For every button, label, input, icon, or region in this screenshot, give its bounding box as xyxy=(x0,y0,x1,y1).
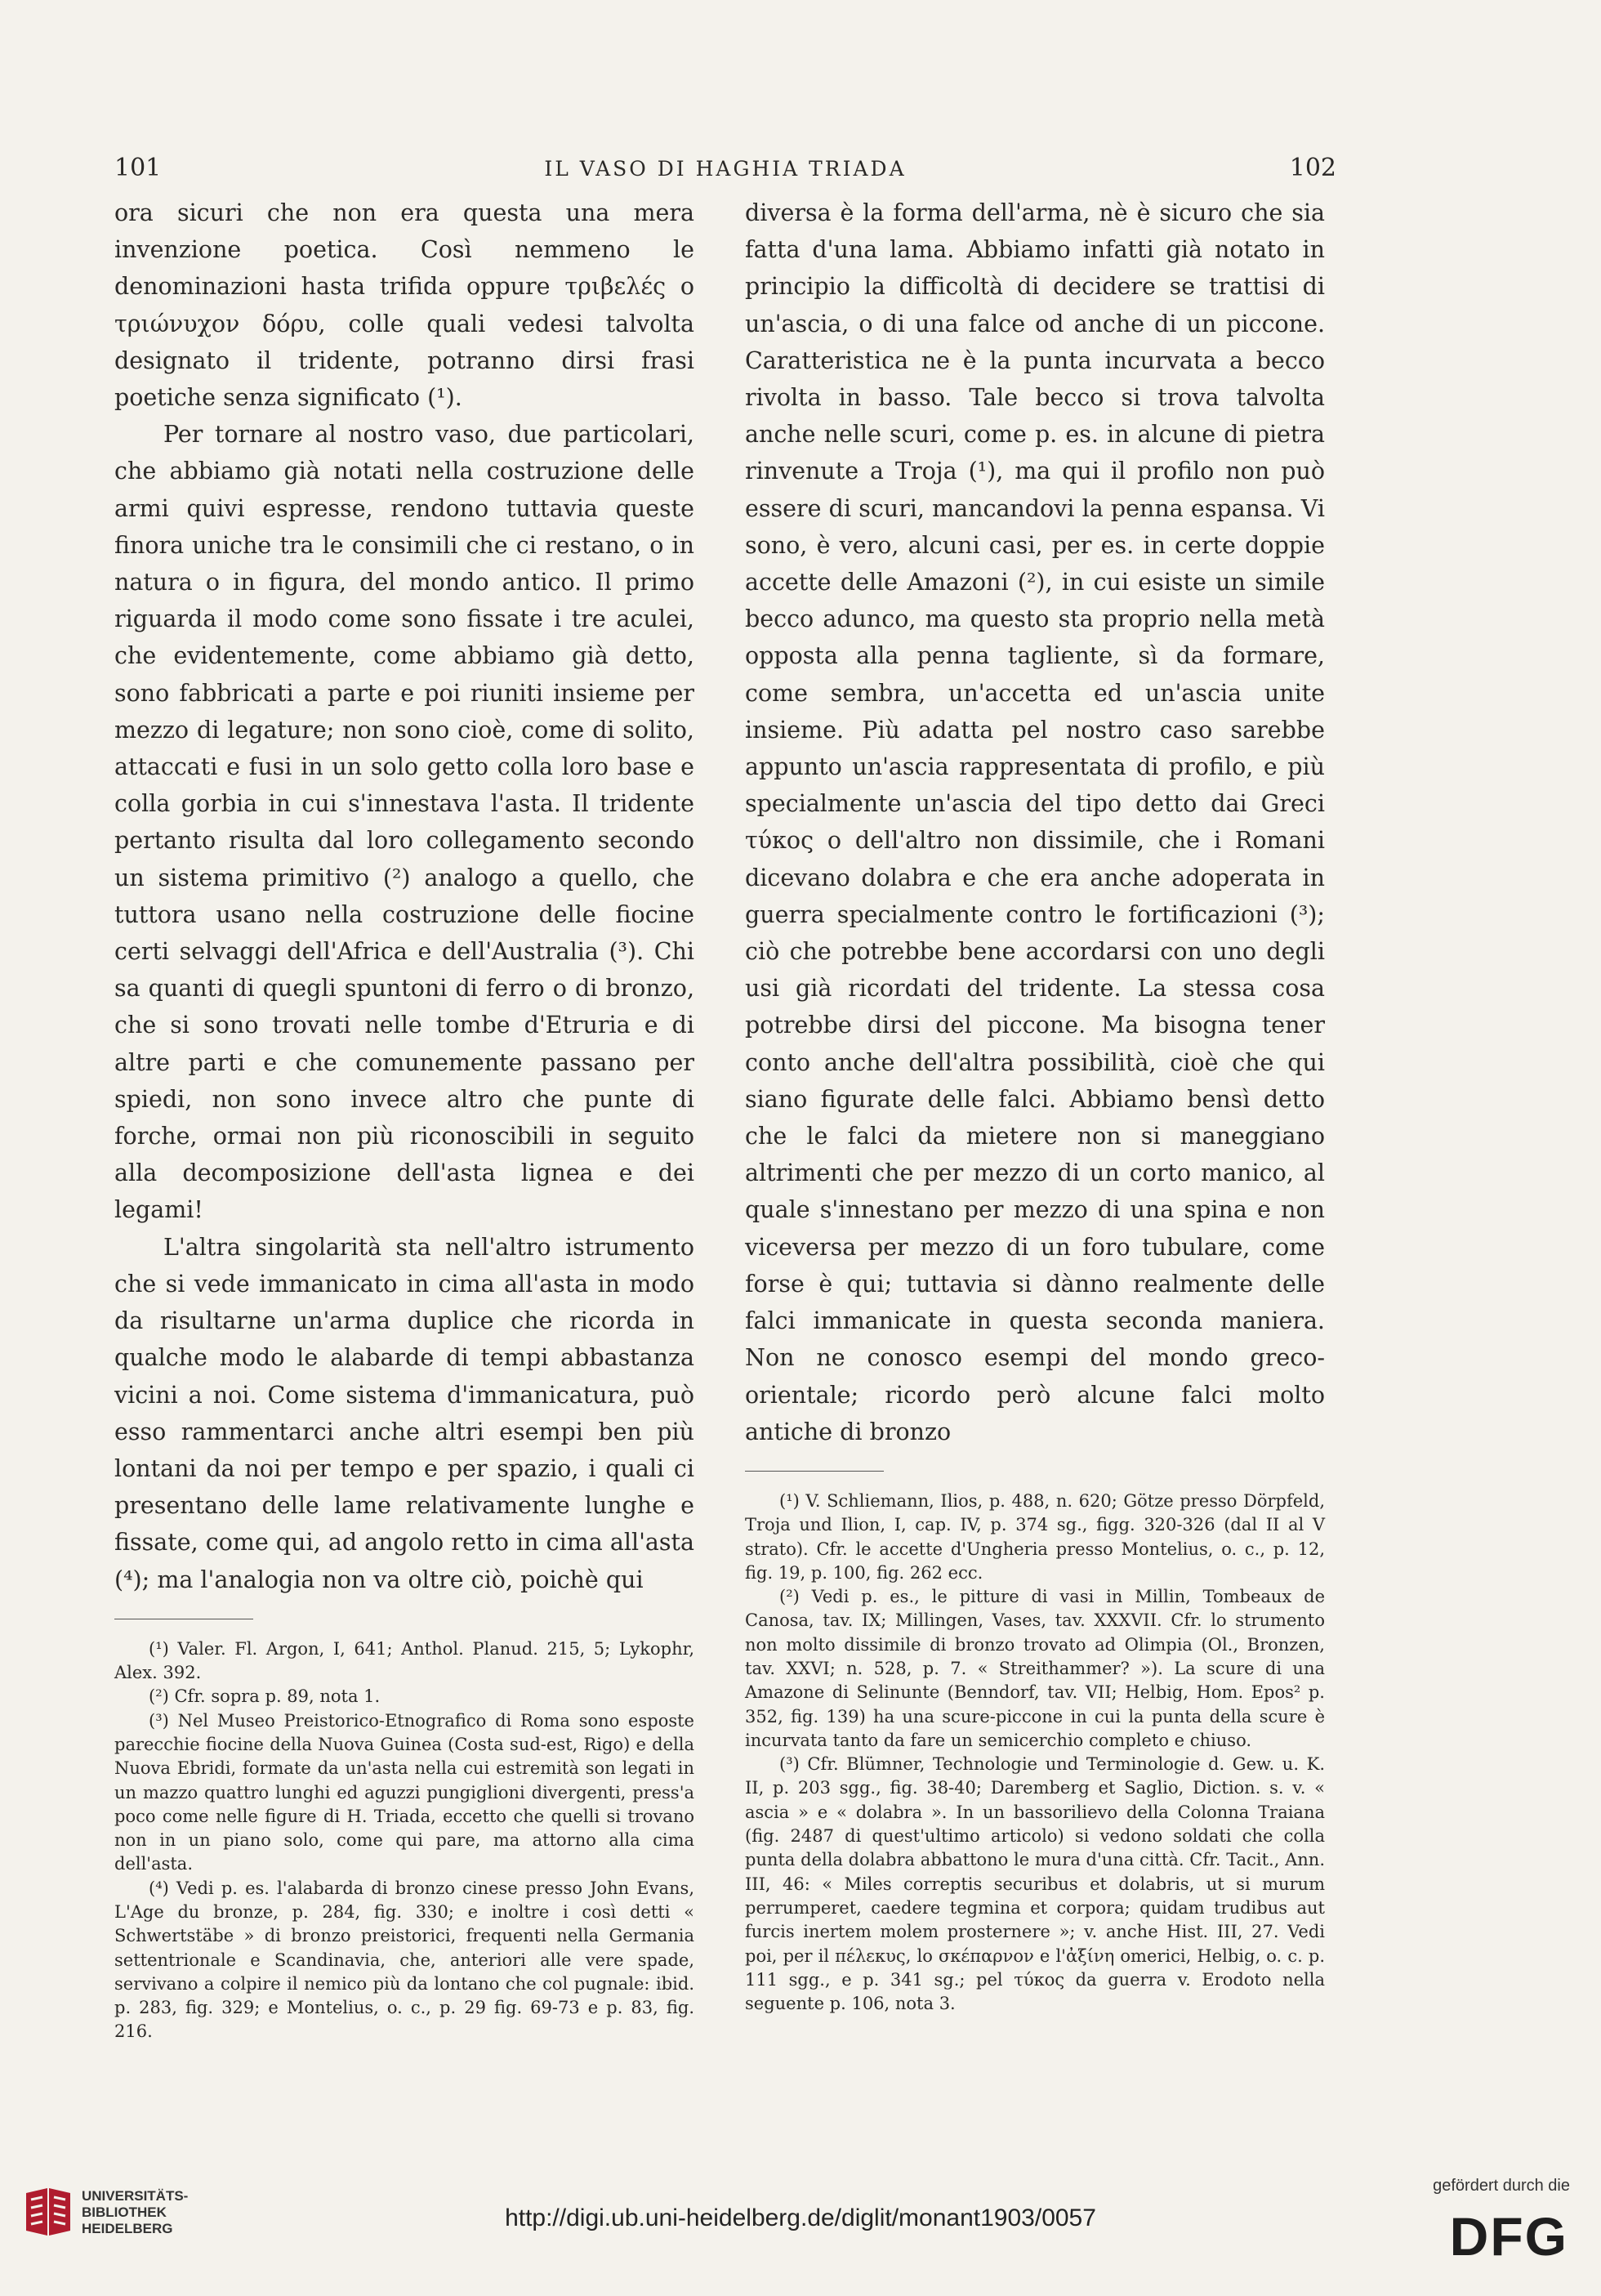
body-paragraph: L'altra singolarità sta nell'altro istrumento che si vede immanicato in cima all'asta in modo da risultarne un'arma duplice che ricorda in qualche modo le alabarde di tempi abbastanza vicini a noi. Come sistema d'immanicatura, può esso rammentarci anche altri esempi ben più lontani da noi per tempo e per spazio, i quali ci presentano delle lame relativamente lunghe e fissate, come qui, ad angolo retto in cima all'asta (⁴); ma l'analogia non va oltre ciò, poichè qui xyxy=(114,1233,694,1593)
dfg-wordmark: DFG xyxy=(1449,2206,1568,2262)
footer-bar xyxy=(0,2165,1601,2280)
footnote: (¹) V. Schliemann, Ilios, p. 488, n. 620; Götze presso Dörpfeld, Troja und Ilion, I, cap. IV, p. 374 sg., figg. 320-326 (dal II al V strato). Cfr. le accette d'Ungheria presso Montelius, o. c., p. 12, fig. 19, p. 100, fig. 262 ecc. xyxy=(745,1490,1325,1583)
body-paragraph: diversa è la forma dell'arma, nè è sicuro che sia fatta d'una lama. Abbiamo infatti già notato in principio la difficoltà di decidere se trattisi di un'ascia, o di una falce od anche di un piccone. Caratteristica ne è la punta incurvata a becco rivolta in basso. Tale becco si trova talvolta anche nelle scuri, come p. es. in alcune di pietra rinvenute a Troja (¹), ma qui il profilo non può essere di scuri, mancandovi la penna espansa. Vi sono, è vero, alcuni casi, per es. in certe doppie accette delle Amazoni (²), in cui esiste un simile becco adunco, ma questo sta proprio nella metà opposta alla penna tagliente, sì da formare, come sembra, un'accetta ed un'ascia unite insieme. Più adatta pel nostro caso sarebbe appunto un'ascia rappresentata di profilo, e più specialmente un'ascia del tipo detto dai Greci τύκος o dell'altro non dissimile, che i Romani dicevano dolabra e che era anche adoperata in guerra specialmente contro le fortificazioni (³); ciò che potrebbe bene accordarsi con uno degli usi già ricordati del tridente. La stessa cosa potrebbe dirsi del piccone. Ma bisogna tener conto anche dell'altra possibilità, cioè che qui siano figurate delle falci. Abbiamo bensì detto che le falci da mietere non si maneggiano altrimenti che per mezzo di un corto manico, al quale s'innestano per mezzo di una spina e non viceversa per mezzo di un foro tubulare, come forse è qui; tuttavia si dànno realmente delle falci immanicate in questa seconda maniera. Non ne conosco esempi del mondo greco-orientale; ricordo però alcune falci molto antiche di bronzo xyxy=(745,199,1325,1445)
left-page-number: 101 xyxy=(114,154,162,182)
running-head xyxy=(114,154,1336,186)
funding-caption: gefördert durch die xyxy=(1433,2177,1570,2195)
library-name-line: HEIDELBERG xyxy=(82,2221,173,2236)
footnote: (²) Cfr. sopra p. 89, nota 1. xyxy=(149,1686,381,1707)
right-column xyxy=(745,194,1325,2016)
library-name-line: UNIVERSITÄTS- xyxy=(82,2188,189,2204)
footnote: (³) Nel Museo Preistorico-Etnografico di Roma sono esposte parecchie fiocine della Nuova Guinea (Costa sud-est, Rigo) e della Nuova Ebridi, formate da un'asta nella cui estremità son legati in un mazzo quattro lunghi ed aguzzi pungiglioni divergenti, press'a poco come nelle figure di H. Triada, eccetto che quelli si trovano non in un piano solo, come qui pare, ma attorno alla cima dell'asta. xyxy=(114,1710,694,1874)
funding-block xyxy=(1390,2177,1570,2262)
permalink-url[interactable]: http://digi.ub.uni-heidelberg.de/diglit/monant1903/0057 xyxy=(505,2204,1096,2231)
library-name-line: BIBLIOTHEK xyxy=(82,2204,167,2220)
body-paragraph: Per tornare al nostro vaso, due particolari, che abbiamo già notati nella costruzione delle armi quivi espresse, rendono tuttavia queste finora uniche tra le consimili che ci restano, o in natura o in figura, del mondo antico. Il primo riguarda il modo come sono fissate i tre aculei, che evidentemente, come abbiamo già detto, sono fabbricati a parte e poi riuniti insieme per mezzo di legature; non sono cioè, come di solito, attaccati e fusi in un solo getto colla loro base e colla gorbia in cui s'innestava l'asta. Il tridente pertanto risulta dal loro collegamento secondo un sistema primitivo (²) analogo a quello, che tuttora usano nella costruzione delle fiocine certi selvaggi dell'Africa e dell'Australia (³). Chi sa quanti di quegli spuntoni di ferro o di bronzo, che si sono trovati nelle tombe d'Etruria e di altre parti e che comunemente passano per spiedi, non sono invece altro che punte di forche, ormai non più riconoscibili in seguito alla decomposizione dell'asta lignea e dei legami! xyxy=(114,421,694,1224)
footnote: (²) Vedi p. es., le pitture di vasi in Millin, Tombeaux de Canosa, tav. IX; Millingen, Vases, tav. XXXVII. Cfr. lo strumento non molto dissimile di bronzo trovato ad Olimpia (Ol., Bronzen, tav. XXVI; n. 528, p. 7. « Streithammer? »). La scure di una Amazone di Selinunte (Benndorf, tav. VII; Helbig, Hom. Epos² p. 352, fig. 139) ha una scure-piccone in cui la punta della scure è incurvata tanto da fare un semicerchio completo e chiuso. xyxy=(745,1587,1325,1750)
right-page-number: 102 xyxy=(1289,154,1336,182)
left-column xyxy=(114,194,694,2044)
footnote: (⁴) Vedi p. es. l'alabarda di bronzo cinese presso John Evans, L'Age du bronze, p. 284, fig. 330; e inoltre i così detti « Schwertstäbe » di bronzo preistorici, frequenti nella Germania settentrionale e Scandinavia, che, anteriori alle vere spade, servivano a colpire il nemico più da lontano che col pugnale: ibid. p. 283, fig. 329; e Montelius, o. c., p. 29 fig. 69-73 e p. 83, fig. 216. xyxy=(114,1878,694,2042)
body-paragraph: ora sicuri che non era questa una mera invenzione poetica. Così nemmeno le denominazioni hasta trifida oppure τριβελές o τριώνυχον δόρυ, colle quali vedesi talvolta designato il tridente, potranno dirsi frasi poetiche senza significato (¹). xyxy=(114,199,694,412)
running-title: IL VASO DI HAGHIA TRIADA xyxy=(544,157,907,181)
dfg-logo-icon xyxy=(1398,2204,1570,2262)
footnote: (¹) Valer. Fl. Argon, I, 641; Anthol. Planud. 215, 5; Lykophr, Alex. 392. xyxy=(114,1638,694,1683)
footnote: (³) Cfr. Blümner, Technologie und Terminologie d. Gew. u. K. II, p. 203 sgg., fig. 38-40; Daremberg et Saglio, Diction. s. v. « ascia » e « dolabra ». In un bassorilievo della Colonna Traiana (fig. 2487 di quest'ultimo articolo) si vedono soldati che colla punta della dolabra abbattono le mura d'una città. Cfr. Tacit., Ann. III, 46: « Miles correptis securibus et dolabris, ut si murum perrumperet, caedere tegmina et corpora; quidam trudibus aut furcis inertem molem prosternere »; v. anche Hist. III, 27. Vedi poi, per il πέλεκυς, lo σκέπαρνον e l'ἀξίνη omerici, Helbig, o. c. p. 111 sgg., e p. 341 sg.; pel τύκος da guerra v. Erodoto nella seguente p. 106, nota 3. xyxy=(745,1754,1325,2014)
footnote-divider xyxy=(745,1471,884,1472)
